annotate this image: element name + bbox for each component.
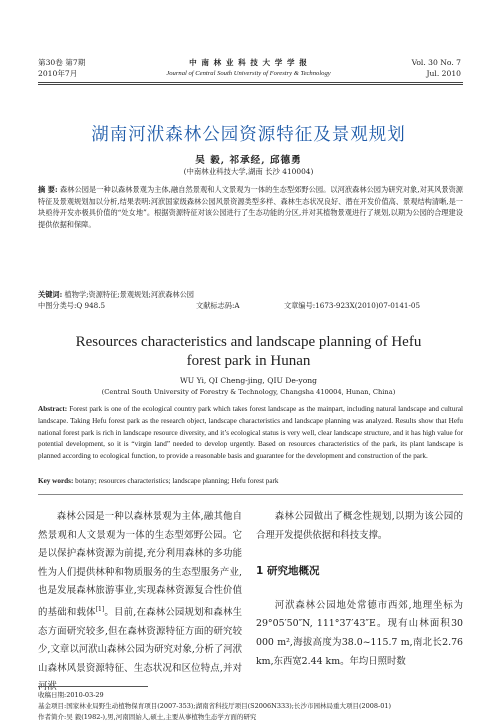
abstract-label-en: Abstract: xyxy=(38,405,68,413)
keywords-text-cn: 植物学;资源特征;景观规划;河洑森林公园 xyxy=(64,290,194,299)
header-rule xyxy=(38,82,463,83)
article-number: 文章编号:1673-923X(2010)07-0141-05 xyxy=(284,301,421,310)
body-paragraph-intro xyxy=(38,508,242,697)
keywords-text-en: botany; resources characteristics; landscape planning; Hefu forest park xyxy=(75,477,279,485)
intro-text: 森林公园是一种以森林景观为主体,融其他自然景观和人文景观为一体的生态型郊野公园。它是以保护森林资源为前提,充分利用森林的多功能性为人们提供林种和物质服务的生态型服务产业,也是发展森林旅游事业,实现森林资源复合性价值的基础和载体 xyxy=(38,511,242,619)
citation-ref: [1] xyxy=(95,605,105,613)
footnote-author-bio: 作者简介:吴 毅(1982-),男,河南固始人,硕士,主要从事植物生态学方面的研究 xyxy=(38,713,257,721)
body-paragraph-study-area: 河洑森林公园地处常德市西郊,地理坐标为29°05′50″N, 111°37′43″E。现有山林面积30 000 m²,海拔高度为38.0~115.7 m,南北长2.76 km,东西宽2.44 km。年均日照时数 xyxy=(256,599,463,667)
body-right-column xyxy=(256,508,463,671)
affiliation-en: (Central South University of Forestry & Technology, Changsha 410004, Hunan, China) xyxy=(101,388,396,396)
paper-title-cn: 湖南河洑森林公园资源特征及景观规划 xyxy=(91,125,406,145)
volume-issue-cn: 第30卷 第7期 xyxy=(38,58,86,67)
body-left-column xyxy=(38,508,242,697)
footnote-rule xyxy=(38,686,148,687)
abstract-text-en: Forest park is one of the ecological country park which takes forest landscape as the mainpart, including natural landscape and cultural landscape. Taking Hefu forest park as the research object, landscape characteristics and landscape planning was analyzed. Results show that Hefu national forest park is rich in landscape resource diversity, and it’s ecological status is very well, clear landscape structure, and it has high value for potential development, so it is “virgin land” needed to develop urgently. Based on resources characteristics of the park, its plant landscape is planned according to ecological function, to provide a reasonable basis and guarantee for the development and construction of the park. xyxy=(38,405,464,461)
keywords-en xyxy=(38,476,463,488)
header-rule-2 xyxy=(38,84,463,85)
keywords-label-cn: 关键词: xyxy=(38,290,63,299)
affiliation-cn: (中南林业科技大学,湖南 长沙 410004) xyxy=(183,167,314,176)
document-code: 文献标志码:A xyxy=(196,301,240,310)
section-heading-study-area: 1 研究地概况 xyxy=(256,565,320,578)
keywords-label-en: Key words: xyxy=(38,477,74,485)
abstract-text-cn: 森林公园是一种以森林景观为主体,融自然景观和人文景观为一体的生态型郊野公园。以河洑森林公园为研究对象,对其风景资源特征及景观规划加以分析,结果表明:河洑国家级森林公园风景资源类型多样、森林生态状况良好、潜在开发价值高、景观结构清晰,是一块亟待开发亦极具价值的“处女地”。根据资源特征对该公园进行了生态功能的分区,并对其植物景观进行了规划,以期为公园的合理建设提供依据和保障。 xyxy=(38,185,463,229)
abstract-label-cn: 摘 要: xyxy=(38,185,58,194)
journal-name-en: Journal of Central South University of Forestry & Technology xyxy=(166,70,331,77)
abstract-en xyxy=(38,404,463,463)
paper-title-en-line2: forest park in Hunan xyxy=(186,353,311,369)
authors-en: WU Yi, QI Cheng-jing, QIU De-yong xyxy=(179,376,318,385)
class-number: 中图分类号:Q 948.5 xyxy=(38,301,106,310)
journal-name-cn: 中 南 林 业 科 技 大 学 学 报 xyxy=(189,58,308,67)
intro-text-cont: 。目前,在森林公园规划和森林生态方面研究较多,但在森林资源特征方面的研究较少,文章以河洑山森林公园为研究对象,分析了河洑山森林风景资源特征、生态状况和区位特点,并对河洑 xyxy=(38,607,242,693)
body-paragraph-conclusion: 森林公园做出了概念性规划,以期为该公园的合理开发提供依据和科技支撑。 xyxy=(256,511,463,541)
authors-cn: 吴 毅, 祁承经, 邱德勇 xyxy=(195,155,302,166)
date-cn: 2010年7月 xyxy=(38,69,78,78)
footnote-received: 收稿日期:2010-03-29 xyxy=(38,691,104,699)
date-en: Jul. 2010 xyxy=(426,69,461,78)
paper-title-en-line1: Resources characteristics and landscape planning of Hefu xyxy=(75,334,422,350)
abstract-divider xyxy=(38,494,463,495)
footnote-funding: 基金项目:国家林业局野生动植物保育项目(2007-353);湖南省科技厅项目(S2006N333);长沙市园林局重大项目(2008-01) xyxy=(38,702,392,710)
keywords-cn xyxy=(38,289,463,301)
volume-issue-en: Vol. 30 No. 7 xyxy=(411,58,461,67)
abstract-cn xyxy=(38,184,463,230)
